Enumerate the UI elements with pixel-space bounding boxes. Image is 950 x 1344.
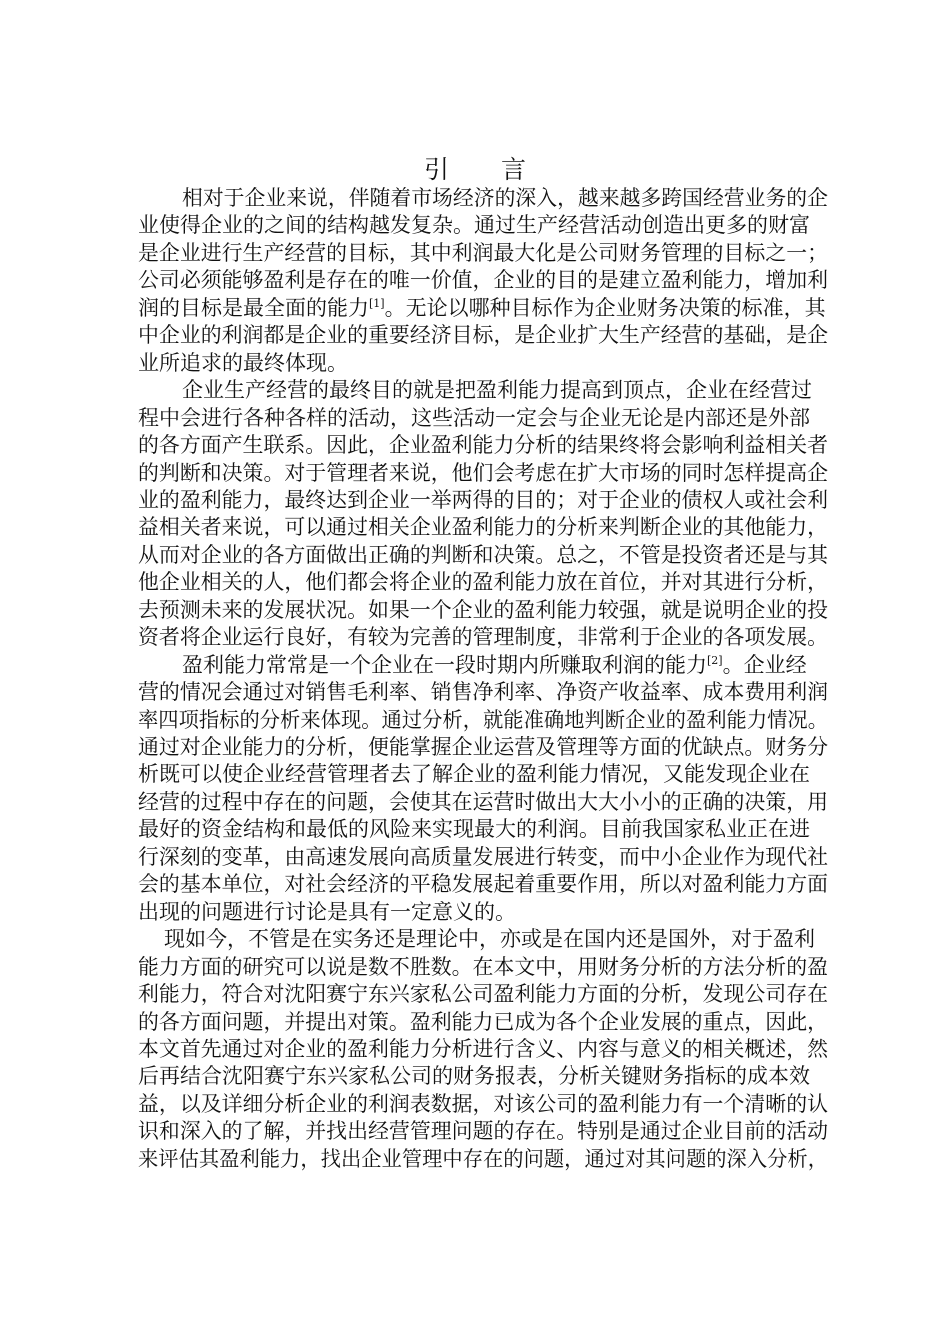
text-run: 业的盈利能力，最终达到企业一举两得的目的；对于企业的债权人或社会利 xyxy=(138,487,829,512)
text-run: 的判断和决策。对于管理者来说，他们会考虑在扩大市场的同时怎样提高企 xyxy=(138,460,829,485)
text-line xyxy=(138,568,829,596)
text-run: 业所追求的最终体现。 xyxy=(138,350,348,375)
text-line xyxy=(138,541,829,569)
citation-marker: [2] xyxy=(707,653,723,667)
text-line xyxy=(138,294,828,322)
text-line xyxy=(182,651,828,679)
text-run: 析既可以使企业经营管理者去了解企业的盈利能力情况，又能发现企业在 xyxy=(138,762,810,787)
text-line xyxy=(138,596,829,624)
text-run: 的各方面问题，并提出对策。盈利能力已成为各个企业发展的重点，因此， xyxy=(138,1009,829,1034)
text-run: 来评估其盈利能力，找出企业管理中存在的问题，通过对其问题的深入分析， xyxy=(138,1146,829,1171)
text-run: 相对于企业来说，伴随着市场经济的深入，越来越多跨国经营业务的企 xyxy=(182,186,828,210)
text-run: 行深刻的变革，由高速发展向高质量发展进行转变，而中小企业作为现代社 xyxy=(138,844,829,869)
text-line xyxy=(138,486,829,514)
text-run: 去预测未来的发展状况。如果一个企业的盈利能力较强，就是说明企业的投 xyxy=(138,597,829,622)
text-run: 利能力，符合对沈阳赛宁东兴家私公司盈利能力方面的分析，发现公司存在 xyxy=(138,982,829,1007)
text-line xyxy=(138,1090,829,1118)
text-line xyxy=(138,733,829,761)
text-run: 他企业相关的人，他们都会将企业的盈利能力放在首位，并对其进行分析， xyxy=(138,570,829,595)
text-line xyxy=(138,678,829,706)
text-run: 出现的问题进行讨论是具有一定意义的。 xyxy=(138,899,516,924)
text-line xyxy=(138,623,829,651)
text-line xyxy=(138,815,828,843)
text-run: 后再结合沈阳赛宁东兴家私公司的财务报表，分析关键财务指标的成本效 xyxy=(138,1064,810,1089)
text-run: 通过对企业能力的分析，便能掌握企业运营及管理等方面的优缺点。财务分 xyxy=(138,735,829,759)
text-run: 的各方面产生联系。因此，企业盈利能力分析的结果终将会影响利益相关者 xyxy=(138,433,829,458)
text-run: 盈利能力常常是一个企业在一段时期内所赚取利润的能力 xyxy=(182,652,707,677)
text-run: 从而对企业的各方面做出正确的判断和决策。总之，不管是投资者还是与其 xyxy=(138,542,829,567)
text-line xyxy=(182,376,828,404)
text-line xyxy=(138,980,829,1008)
text-run: 程中会进行各种各样的活动，这些活动一定会与企业无论是内部还是外部 xyxy=(138,405,810,430)
text-line xyxy=(138,211,828,239)
text-run: 中企业的利润都是企业的重要经济目标，是企业扩大生产经营的基础，是企 xyxy=(138,323,829,348)
text-run: 本文首先通过对企业的盈利能力分析进行含义、内容与意义的相关概述，然 xyxy=(138,1036,829,1061)
text-line xyxy=(138,1062,828,1090)
text-line xyxy=(138,788,829,816)
text-run: 资者将企业运行良好，有较为完善的管理制度，非常利于企业的各项发展。 xyxy=(138,625,829,650)
text-line xyxy=(164,925,828,953)
text-line xyxy=(138,459,829,487)
citation-marker: [1] xyxy=(369,296,385,310)
text-run: 识和深入的了解，并找出经营管理问题的存在。特别是通过企业目前的活动 xyxy=(138,1119,829,1144)
text-line xyxy=(138,513,829,541)
text-line xyxy=(182,184,828,212)
text-run: 益，以及详细分析企业的利润表数据，对该公司的盈利能力有一个清晰的认 xyxy=(138,1091,829,1116)
text-line xyxy=(138,953,829,981)
text-run: 会的基本单位，对社会经济的平稳发展起着重要作用，所以对盈利能力方面 xyxy=(138,872,829,897)
text-run: 现如今，不管是在实务还是理论中，亦或是在国内还是国外，对于盈利 xyxy=(164,927,815,952)
page-title: 引 言 xyxy=(424,155,548,184)
text-line xyxy=(138,706,829,734)
text-run: 。无论以哪种目标作为企业财务决策的标准，其 xyxy=(384,295,826,320)
text-run: 益相关者来说，可以通过相关企业盈利能力的分析来判断企业的其他能力， xyxy=(138,515,829,540)
text-line xyxy=(138,431,829,459)
text-run: 最好的资金结构和最低的风险来实现最大的利润。目前我国家私业正在进 xyxy=(138,817,810,842)
text-run: 经营的过程中存在的问题，会使其在运营时做出大大小小的正确的决策，用 xyxy=(138,789,829,814)
text-line xyxy=(138,898,828,926)
text-run: 能力方面的研究可以说是数不胜数。在本文中，用财务分析的方法分析的盈 xyxy=(138,954,829,979)
text-run: 是企业进行生产经营的目标，其中利润最大化是公司财务管理的目标之一； xyxy=(138,240,829,265)
text-line xyxy=(138,843,829,871)
text-run: 营的情况会通过对销售毛利率、销售净利率、净资产收益率、成本费用利润 xyxy=(138,680,829,705)
text-line xyxy=(138,760,828,788)
text-run: 公司必须能够盈利是存在的唯一价值，企业的目的是建立盈利能力，增加利 xyxy=(138,268,829,293)
text-line xyxy=(138,321,829,349)
text-run: 。企业经 xyxy=(722,652,807,677)
text-line xyxy=(138,239,829,267)
text-line xyxy=(138,1117,829,1145)
text-line xyxy=(138,1035,829,1063)
text-run: 业使得企业的之间的结构越发复杂。通过生产经营活动创造出更多的财富 xyxy=(138,213,810,238)
text-line xyxy=(138,870,829,898)
text-line xyxy=(138,349,828,377)
text-line xyxy=(138,266,829,294)
text-line xyxy=(138,404,828,432)
text-run: 企业生产经营的最终目的就是把盈利能力提高到顶点，企业在经营过 xyxy=(182,378,812,403)
text-line xyxy=(138,1145,829,1173)
text-run: 率四项指标的分析来体现。通过分析，就能准确地判断企业的盈利能力情况。 xyxy=(138,707,829,732)
text-run: 润的目标是最全面的能力 xyxy=(138,295,369,320)
text-line xyxy=(138,1008,829,1036)
